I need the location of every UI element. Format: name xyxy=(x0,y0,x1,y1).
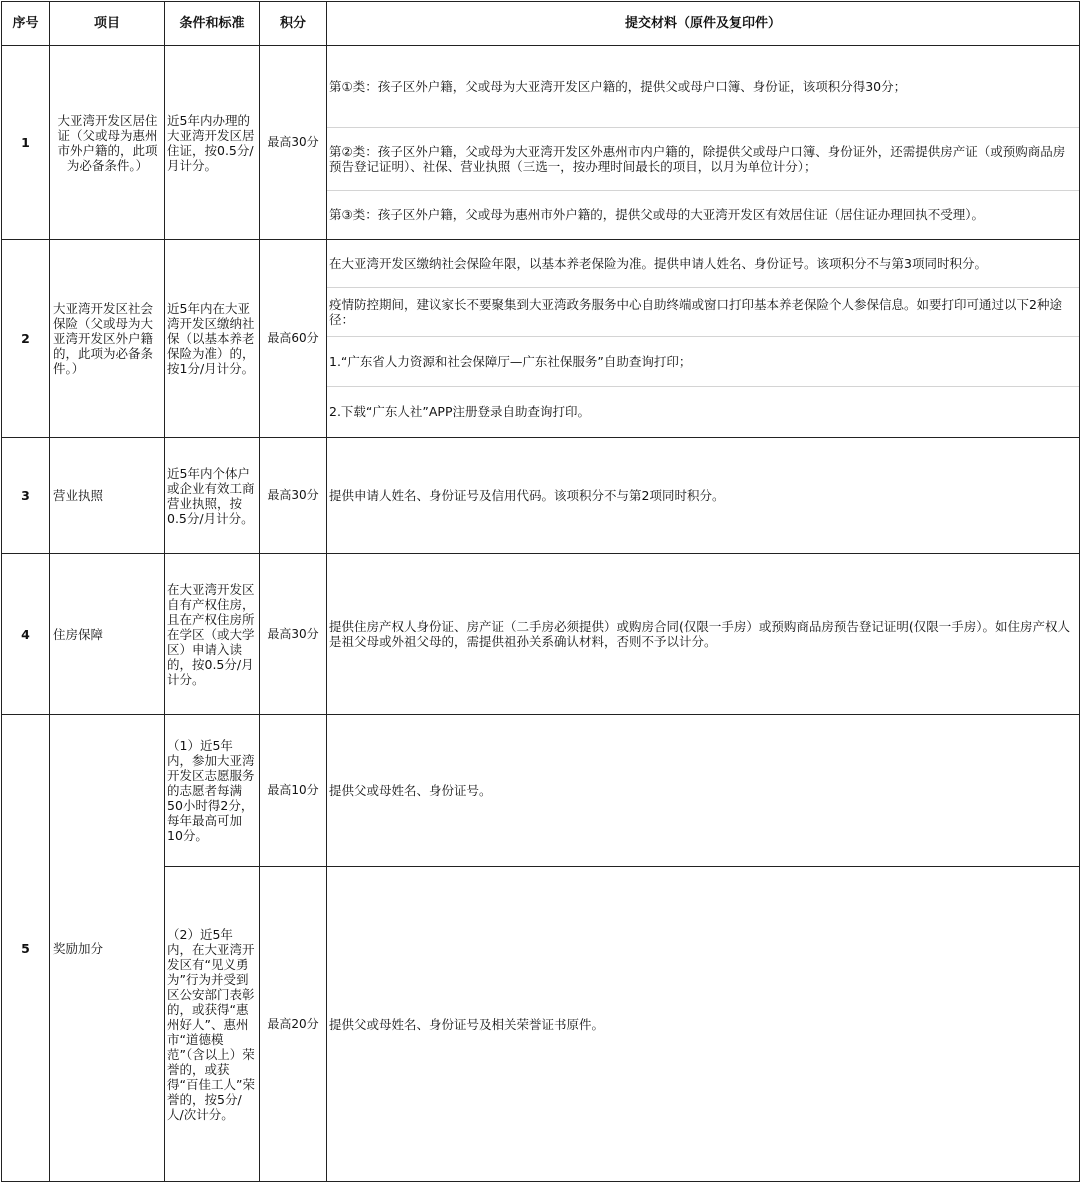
row-materials: 提供住房产权人身份证、房产证（二手房必须提供）或购房合同(仅限一手房）或预购商品房预告登记证明(仅限一手房）。如住房产权人是祖父母或外祖父母的，需提供祖孙关系确认材料，否则不予以计分。 xyxy=(327,554,1080,715)
table-row xyxy=(2,438,1080,554)
row-materials: 提供申请人姓名、身份证号及信用代码。该项积分不与第2项同时积分。 xyxy=(327,438,1080,554)
material-line: 2.下载“广东人社”APP注册登录自助查询打印。 xyxy=(329,404,591,419)
table-header xyxy=(2,2,1080,46)
row-condition: （1）近5年内，参加大亚湾开发区志愿服务的志愿者每满50小时得2分，每年最高可加10分。 xyxy=(165,715,260,867)
header-condition: 条件和标准 xyxy=(165,2,260,46)
row-score: 最高60分 xyxy=(260,240,327,438)
row-condition: 近5年内在大亚湾开发区缴纳社保（以基本养老保险为准）的，按1分/月计分。 xyxy=(165,240,260,438)
row-number: 2 xyxy=(2,240,50,438)
table-row xyxy=(2,240,1080,438)
row-score: 最高20分 xyxy=(260,867,327,1182)
header-materials: 提交材料（原件及复印件） xyxy=(327,2,1080,46)
material-line: 在大亚湾开发区缴纳社会保险年限，以基本养老保险为准。提供申请人姓名、身份证号。该项积分不与第3项同时积分。 xyxy=(327,240,1079,288)
row-number: 5 xyxy=(2,715,50,1182)
row-score: 最高30分 xyxy=(260,46,327,240)
row-item: 大亚湾开发区社会保险（父或母为大亚湾开发区外户籍的，此项为必备条件。） xyxy=(50,240,165,438)
row-item: 住房保障 xyxy=(50,554,165,715)
material-line: 第①类：孩子区外户籍，父或母为大亚湾开发区户籍的，提供父或母户口簿、身份证，该项积分得30分； xyxy=(327,46,1079,128)
table-row xyxy=(2,554,1080,715)
row-score: 最高30分 xyxy=(260,554,327,715)
table-row xyxy=(2,715,1080,867)
row-item: 奖励加分 xyxy=(50,715,165,1182)
row-materials: 提供父或母姓名、身份证号。 xyxy=(327,715,1080,867)
row-materials xyxy=(327,46,1080,240)
row-condition: 近5年内个体户或企业有效工商营业执照，按0.5分/月计分。 xyxy=(165,438,260,554)
row-condition: 近5年内办理的大亚湾开发区居住证，按0.5分/月计分。 xyxy=(165,46,260,240)
table-row xyxy=(2,46,1080,240)
row-condition: 在大亚湾开发区自有产权住房，且在产权住房所在学区（或大学区）申请入读的，按0.5分/月计分。 xyxy=(165,554,260,715)
points-table xyxy=(1,1,1080,1182)
header-item: 项目 xyxy=(50,2,165,46)
row-condition: （2）近5年内，在大亚湾开发区有“见义勇为”行为并受到区公安部门表彰的，或获得“惠州好人”、惠州市“道德模范”（含以上）荣誉的，或获得“百佳工人”荣誉的，按5分/人/次计分。 xyxy=(165,867,260,1182)
row-number: 4 xyxy=(2,554,50,715)
header-score: 积分 xyxy=(260,2,327,46)
material-line: 第③类：孩子区外户籍，父或母为惠州市外户籍的，提供父或母的大亚湾开发区有效居住证（居住证办理回执不受理）。 xyxy=(329,207,984,222)
row-number: 1 xyxy=(2,46,50,240)
row-materials xyxy=(327,240,1080,438)
row-number: 3 xyxy=(2,438,50,554)
row-item: 大亚湾开发区居住证（父或母为惠州市外户籍的，此项为必备条件。） xyxy=(50,46,165,240)
row-materials: 提供父或母姓名、身份证号及相关荣誉证书原件。 xyxy=(327,867,1080,1182)
header-no: 序号 xyxy=(2,2,50,46)
material-line: 第②类：孩子区外户籍，父或母为大亚湾开发区外惠州市内户籍的，除提供父或母户口簿、身份证外，还需提供房产证（或预购商品房预告登记证明）、社保、营业执照（三选一，按办理时间最长的项目，以月为单位计分）； xyxy=(327,128,1079,191)
material-line: 1.“广东省人力资源和社会保障厅—广东社保服务”自助查询打印； xyxy=(327,337,1079,387)
row-item: 营业执照 xyxy=(50,438,165,554)
row-score: 最高30分 xyxy=(260,438,327,554)
material-line: 疫情防控期间，建议家长不要聚集到大亚湾政务服务中心自助终端或窗口打印基本养老保险个人参保信息。如要打印可通过以下2种途径： xyxy=(327,288,1079,337)
row-score: 最高10分 xyxy=(260,715,327,867)
